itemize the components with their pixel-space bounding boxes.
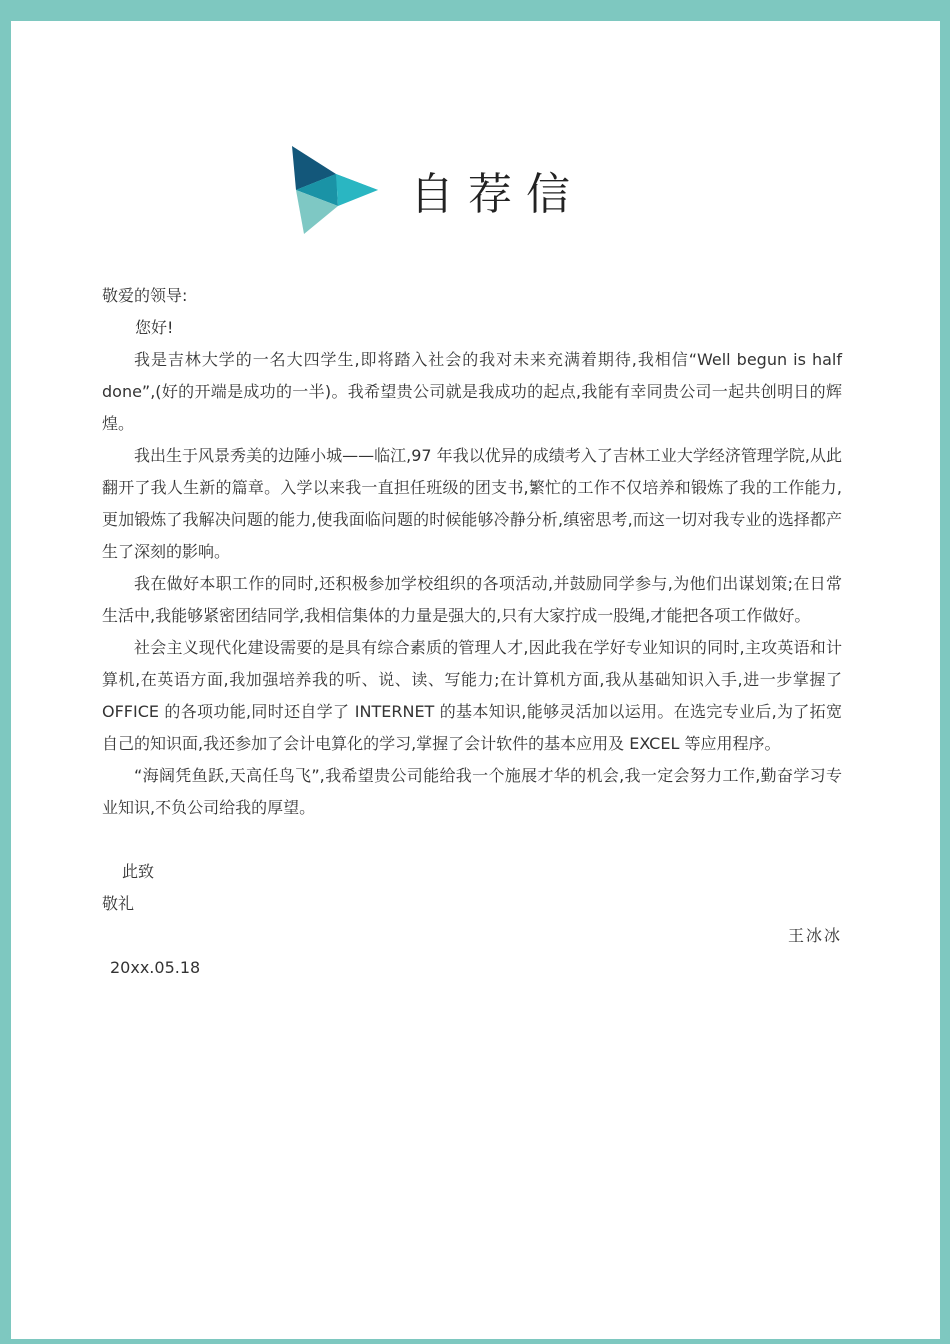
greeting: 您好! bbox=[135, 318, 174, 337]
paragraph-skills: 社会主义现代化建设需要的是具有综合素质的管理人才,因此我在学好专业知识的同时,主攻英语和计算机,在英语方面,我加强培养我的听、说、读、写能力;在计算机方面,我从基础知识入手,进一步掌握了 OFFICE 的各项功能,同时还自学了 INTERNET 的基本知识,能够灵活加以运用。在选完专业后,为了拓宽自己的知识面,我还参加了会计电算化的学习,掌握了会计软件的基本应用及 EXCEL 等应用程序。 bbox=[102, 638, 842, 753]
paragraph-conclusion: “海阔凭鱼跃,天高任鸟飞”,我希望贵公司能给我一个施展才华的机会,我一定会努力工作,勤奋学习专业知识,不负公司给我的厚望。 bbox=[102, 766, 842, 817]
salutation: 敬爱的领导: bbox=[102, 286, 188, 305]
letter-body bbox=[102, 280, 842, 984]
signature: 王冰冰 bbox=[787, 926, 842, 945]
letter-header bbox=[292, 146, 584, 234]
letter-page bbox=[11, 21, 940, 1339]
triangle-logo-icon bbox=[292, 146, 378, 234]
letter-date: 20xx.05.18 bbox=[110, 958, 201, 977]
paragraph-background: 我出生于风景秀美的边陲小城——临江,97 年我以优异的成绩考入了吉林工业大学经济管理学院,从此翻开了我人生新的篇章。入学以来我一直担任班级的团支书,繁忙的工作不仅培养和锻炼了我的工作能力,更加锻炼了我解决问题的能力,使我面临问题的时候能够冷静分析,缜密思考,而这一切对我专业的选择都产生了深刻的影响。 bbox=[102, 446, 842, 561]
paragraph-intro: 我是吉林大学的一名大四学生,即将踏入社会的我对未来充满着期待,我相信“Well begun is half done”,(好的开端是成功的一半)。我希望贵公司就是我成功的起点,我能有幸同贵公司一起共创明日的辉煌。 bbox=[102, 350, 842, 433]
closing-salute: 敬礼 bbox=[102, 894, 135, 913]
page-title: 自荐信 bbox=[410, 169, 584, 220]
spacer bbox=[102, 824, 842, 856]
paragraph-activities: 我在做好本职工作的同时,还积极参加学校组织的各项活动,并鼓励同学参与,为他们出谋划策;在日常生活中,我能够紧密团结同学,我相信集体的力量是强大的,只有大家拧成一股绳,才能把各项工作做好。 bbox=[102, 574, 842, 625]
closing-phrase: 此致 bbox=[122, 862, 155, 881]
